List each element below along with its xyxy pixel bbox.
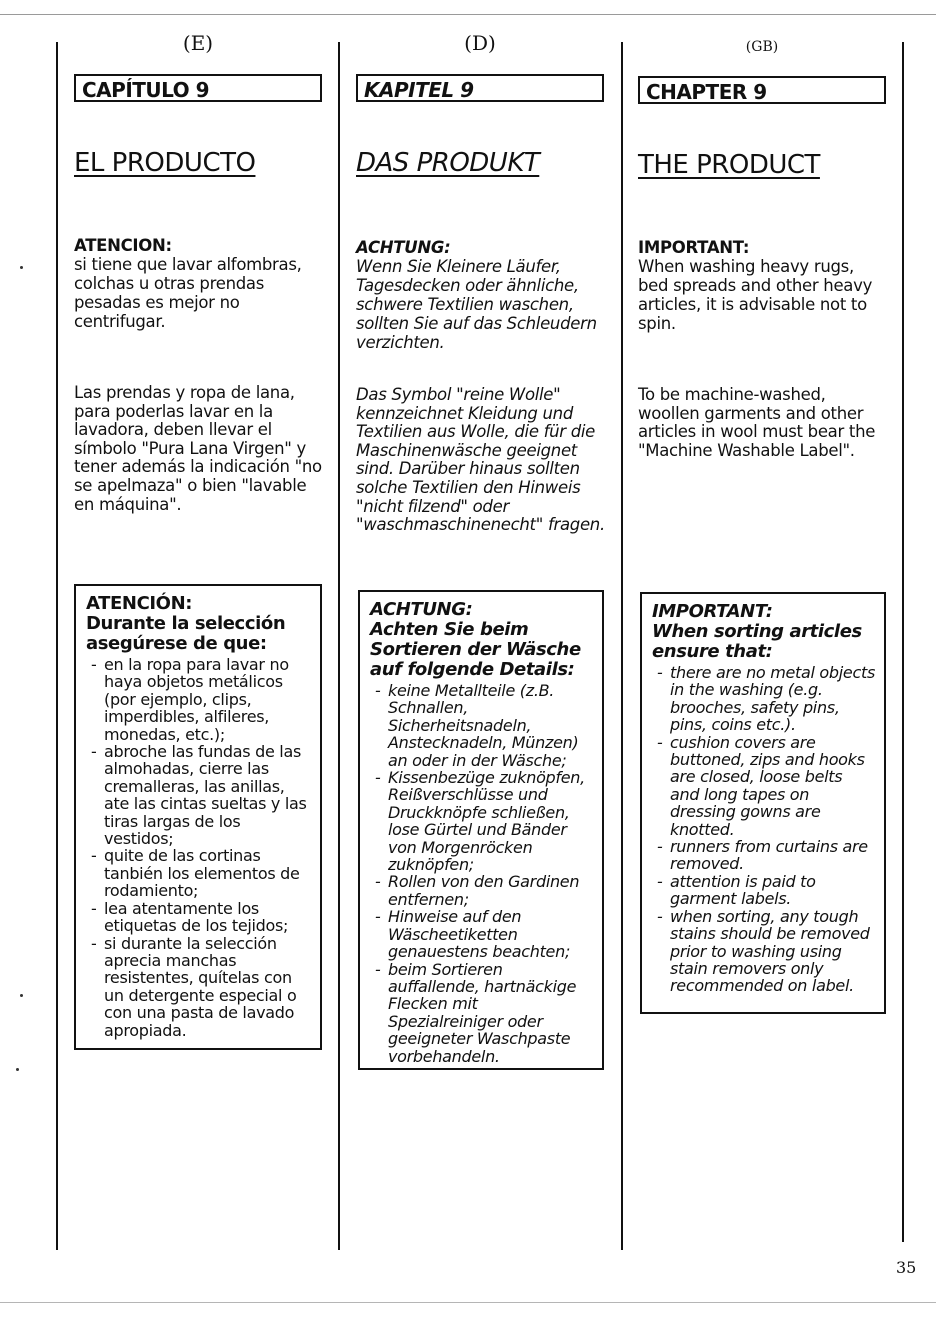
- list-item: - Rollen von den Gardinen entfernen;: [375, 872, 580, 909]
- section-title: EL PRODUCTO: [74, 148, 256, 178]
- checklist: [370, 682, 594, 1065]
- column-rule-right: [902, 42, 904, 1242]
- warning-heading: ATENCION:: [74, 236, 172, 255]
- warning-note: [638, 238, 886, 333]
- chapter-heading: CHAPTER 9: [638, 76, 886, 104]
- section-title: THE PRODUCT: [638, 150, 820, 180]
- scan-speck: [20, 266, 23, 269]
- checklist: [652, 664, 876, 995]
- list-item: - attention is paid to garment labels.: [657, 871, 816, 909]
- box-heading: ACHTUNG:: [370, 599, 473, 620]
- box-subheading: When sorting articles ensure that:: [652, 621, 862, 662]
- warning-heading: ACHTUNG:: [356, 238, 451, 257]
- warning-text: When washing heavy rugs, bed spreads and other heavy articles, it is advisable not to spin.: [638, 257, 873, 333]
- language-mark: (D): [464, 31, 496, 55]
- column-rule-middle-2: [621, 42, 623, 1250]
- warning-note: [356, 238, 604, 352]
- section-title: DAS PRODUKT: [356, 148, 540, 178]
- list-item: - Hinweise auf den Wäscheetiketten genauestens beachten;: [375, 907, 571, 962]
- box-subheading: Achten Sie beim Sortieren der Wäsche auf folgende Details:: [370, 619, 581, 680]
- checklist: [86, 656, 312, 1039]
- sorting-notice-box: [358, 590, 604, 1070]
- list-item: - cushion covers are buttoned, zips and hooks are closed, loose belts and long tapes on dressing gowns are knotted.: [657, 732, 865, 839]
- list-item: - Kissenbezüge zuknöpfen, Reißverschlüsse und Druckknöpfe schließen, lose Gürtel und Bänder von Morgenröcken zuknöpfen;: [375, 768, 585, 875]
- chapter-heading: CAPÍTULO 9: [74, 74, 322, 102]
- wool-paragraph: Das Symbol "reine Wolle" kennzeichnet Kleidung und Textilien aus Wolle, die für die Maschinenwäsche geeignet sind. Darüber hinaus sollten solche Textilien den Hinweis "nicht filzend" oder "waschmaschinenecht" fragen.: [356, 385, 605, 535]
- list-item: - when sorting, any tough stains should be removed prior to washing using stain removers only recommended on label.: [657, 906, 870, 996]
- scan-speck: [20, 994, 23, 997]
- sorting-notice-box: [74, 584, 322, 1050]
- sorting-notice-box: [640, 592, 886, 1014]
- chapter-heading: KAPITEL 9: [356, 74, 604, 102]
- list-item: - si durante la selección aprecia manchas resistentes, quítelas con un detergente especial o con una pasta de lavado apropiada.: [91, 933, 297, 1040]
- box-heading: ATENCIÓN:: [86, 593, 193, 614]
- scan-speck: [16, 1068, 19, 1071]
- wool-paragraph: Las prendas y ropa de lana, para poderlas lavar en la lavadora, deben llevar el símbolo "Pura Lana Virgen" y tener además la indicación "no se apelmaza" o bien "lavable en máquina".: [74, 383, 322, 514]
- box-heading: IMPORTANT:: [652, 601, 773, 622]
- list-item: - abroche las fundas de las almohadas, cierre las cremalleras, las anillas, ate las cintas sueltas y las tiras largas de los vestidos;: [91, 742, 307, 849]
- list-item: - beim Sortieren auffallende, hartnäckige Flecken mit Spezialreiniger oder geeigneter Waschpaste vorbehandeln.: [375, 959, 577, 1066]
- list-item: - lea atentamente los etiquetas de los tejidos;: [91, 898, 289, 936]
- warning-text: Wenn Sie Kleinere Läufer, Tagesdecken oder ähnliche, schwere Textilien waschen, sollten Sie auf das Schleudern verzichten.: [356, 257, 597, 352]
- list-item: - quite de las cortinas tanbién los elementos de rodamiento;: [91, 846, 300, 901]
- scan-edge-bottom: [0, 1302, 936, 1303]
- language-mark: (E): [182, 31, 214, 55]
- column-rule-left: [56, 42, 58, 1250]
- list-item: - en la ropa para lavar no haya objetos metálicos (por ejemplo, clips, imperdibles, alfileres, monedas, etc.);: [91, 655, 289, 744]
- wool-paragraph: To be machine-washed, woollen garments and other articles in wool must bear the "Machine Washable Label".: [638, 385, 876, 460]
- list-item: - keine Metallteile (z.B. Schnallen, Sicherheitsnadeln, Anstecknadeln, Münzen) an oder in der Wäsche;: [375, 681, 579, 770]
- box-subheading: Durante la selección asegúrese de que:: [86, 613, 286, 654]
- language-mark: (GB): [745, 39, 779, 55]
- warning-heading: IMPORTANT:: [638, 238, 750, 257]
- list-item: - runners from curtains are removed.: [657, 837, 868, 874]
- column-rule-middle-1: [338, 42, 340, 1250]
- scan-edge-top: [0, 14, 936, 15]
- list-item: - there are no metal objects in the washing (e.g. brooches, safety pins, pins, coins etc.).: [657, 663, 875, 735]
- warning-text: si tiene que lavar alfombras, colchas u otras prendas pesadas es mejor no centrifugar.: [74, 255, 302, 331]
- warning-note: [74, 236, 320, 331]
- page-number: 35: [896, 1258, 917, 1277]
